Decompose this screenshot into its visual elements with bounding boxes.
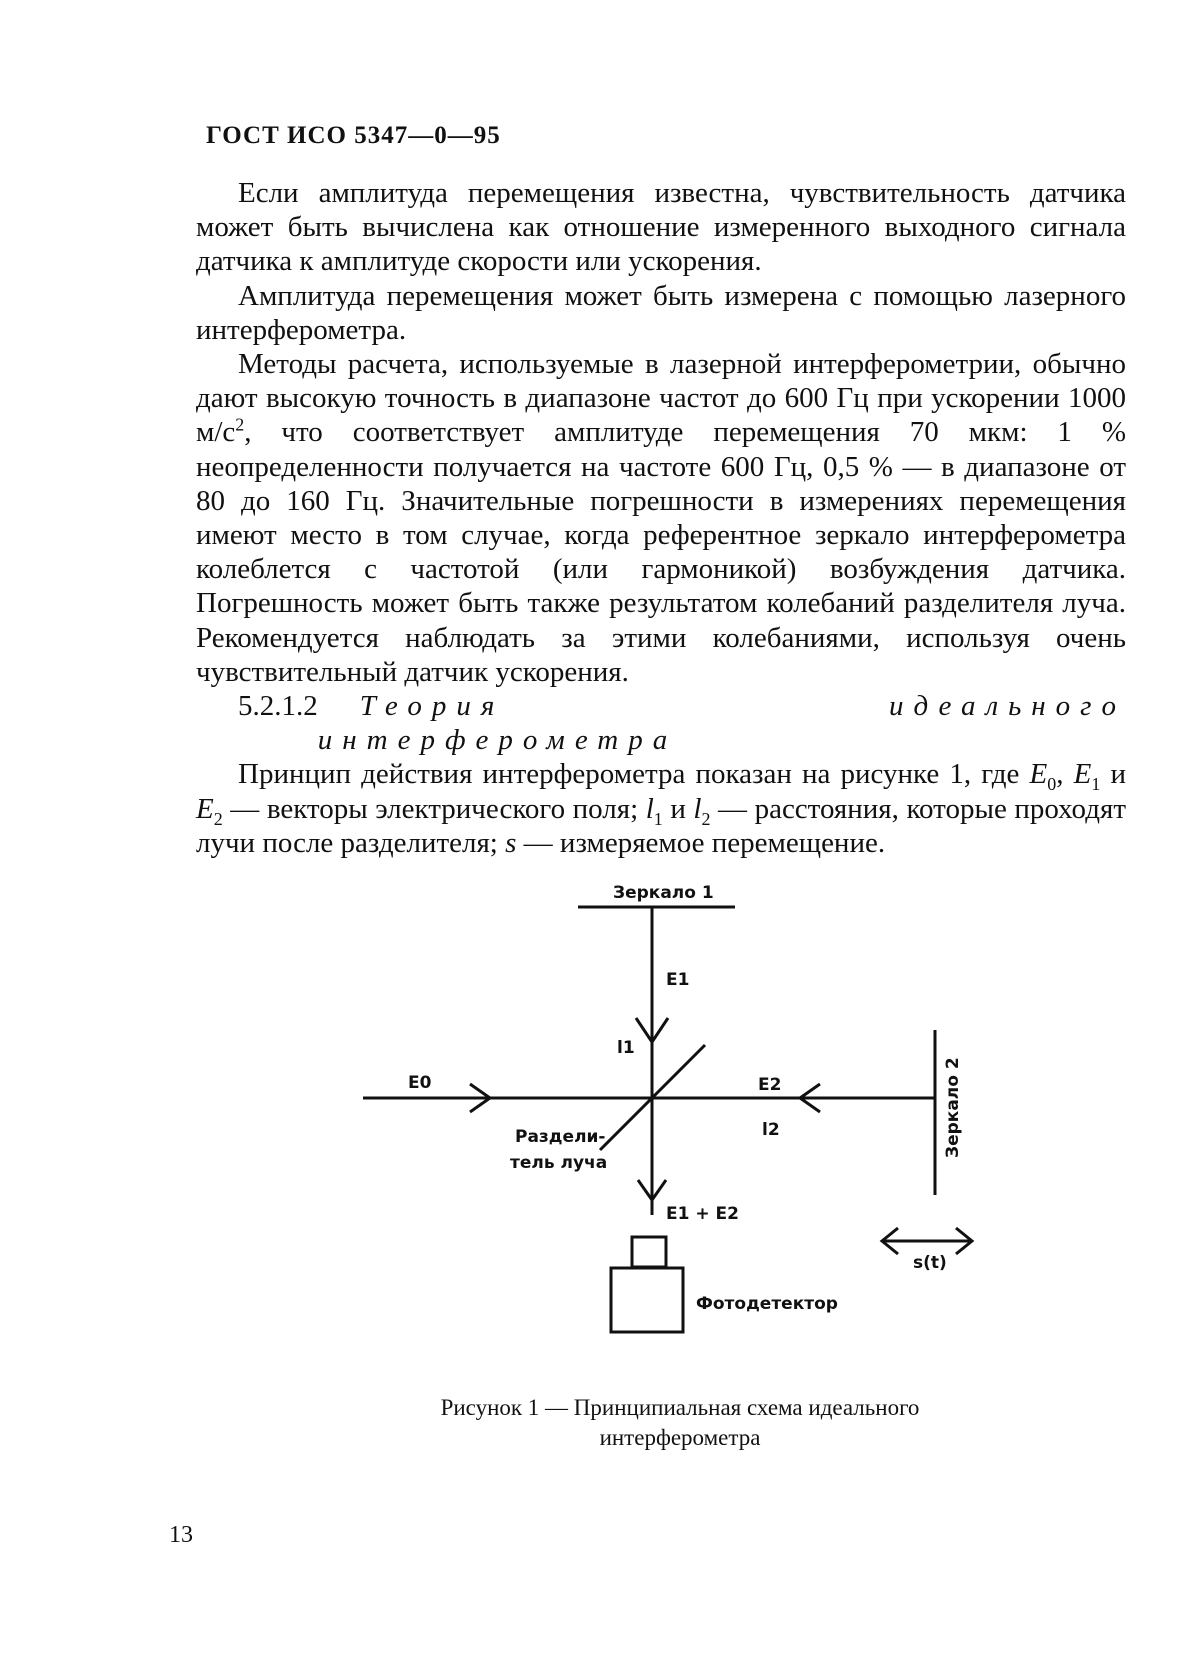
principle-text-a: Принцип действия интерферометра показан на рисунке 1, где (238, 758, 1030, 791)
symbol-e: E (1073, 758, 1092, 791)
section-number: 5.2.1.2 (238, 690, 318, 723)
sub-2: 2 (701, 808, 711, 829)
section-title: Теория идеального интерферометра (317, 690, 1126, 757)
label-mirror-2: Зеркало 2 (943, 1057, 963, 1158)
paragraph-1: Если амплитуда перемещения известна, чувствительность датчика может быть вычислена как отношение измеренного выходного сигнала датчика к амплитуде скорости или ускорения. (196, 177, 1126, 278)
caption-line-1: Рисунок 1 — Принципиальная схема идеального (440, 1395, 920, 1420)
principle-text-c: — расстояния, которые проходят лучи после разделителя; (196, 792, 1126, 859)
sub-1: 1 (653, 808, 663, 829)
label-st: s(t) (913, 1253, 947, 1273)
paragraph-3-part-b: , что соответствует амплитуде перемещения 70 мкм: 1 % неопределенности получается на частоте 600 Гц, 0,5 % — в диапазоне от 80 до 160 Гц. Значительные погрешности в измерениях перемещения имеют место в том случае, когда референтное зеркало интерферометра колеблется с частотой (или гармоникой) возбуждения датчика. Погрешность может быть также результатом колебаний разделителя луча. Рекомендуется наблюдать за этими колебаниями, используя очень чувствительный датчик ускорения. (196, 416, 1126, 688)
label-splitter-2: тель луча (510, 1153, 608, 1173)
label-photodetector: Фотодетектор (696, 1294, 838, 1314)
paragraph-3-part-a: Методы расчета, используемые в лазерной интерферометрии, обычно дают высокую точность в диапазоне частот до 600 Гц при ускорении 1000 м/с (196, 348, 1126, 449)
paragraph-3-superscript: 2 (235, 414, 245, 435)
label-l1: l1 (617, 1038, 635, 1058)
symbol-s: s (505, 826, 517, 859)
label-e2: E2 (758, 1075, 782, 1095)
principle-text-b: — векторы электрического поля; (222, 792, 646, 825)
and-text: и (662, 792, 694, 825)
paragraph-2: Амплитуда перемещения может быть измерена с помощью лазерного интерферометра. (196, 279, 1126, 346)
symbol-e: E (1029, 758, 1048, 791)
label-e1-plus-e2: E1 + E2 (666, 1204, 739, 1224)
caption-line-2: интерферометра (599, 1425, 761, 1450)
label-l2: l2 (762, 1120, 780, 1140)
label-e0: E0 (408, 1073, 432, 1093)
comma: , (1056, 758, 1074, 791)
sub-1: 1 (1091, 774, 1101, 795)
figure-caption (400, 1393, 960, 1453)
symbol-l: l (693, 792, 702, 825)
photodetector-head (632, 1237, 666, 1267)
photodetector-body (611, 1268, 683, 1332)
label-e1: E1 (666, 970, 690, 990)
and-text: и (1100, 758, 1126, 791)
symbol-l: l (645, 792, 654, 825)
label-splitter-1: Раздели- (515, 1127, 606, 1147)
sub-0: 0 (1047, 774, 1057, 795)
sub-2: 2 (213, 808, 223, 829)
symbol-e: E (196, 792, 214, 825)
document-header: ГОСТ ИСО 5347—0—95 (206, 122, 501, 149)
principle-text-d: — измеряемое перемещение. (516, 826, 886, 859)
label-mirror-1: Зеркало 1 (613, 883, 714, 903)
page-number: 13 (169, 1522, 193, 1548)
